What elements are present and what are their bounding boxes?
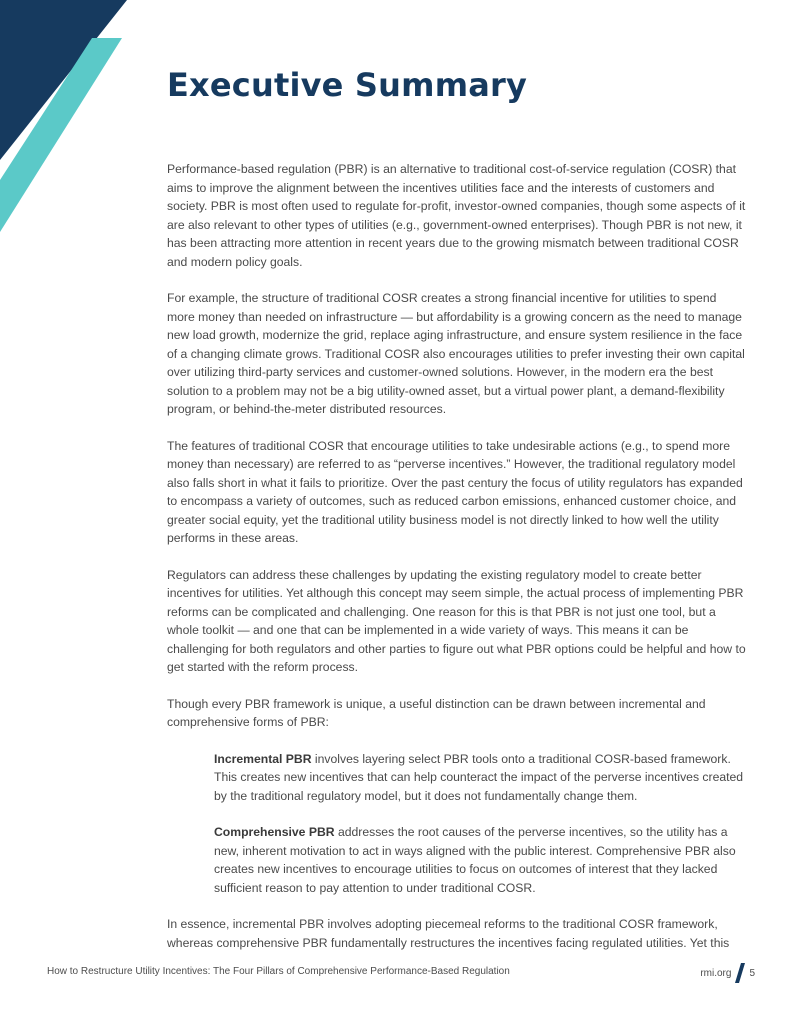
footer-page-info xyxy=(700,963,755,983)
main-body xyxy=(167,160,747,970)
paragraph-2: For example, the structure of traditional COSR creates a strong financial incentive for utilities to spend more money than needed on infrastructure — but affordability is a growing concern as the need to manage new load growth, modernize the grid, replace aging infrastructure, and ensure system resilience in the face of a changing climate grows. Traditional COSR also encourages utilities to prefer investing their own capital over utilizing third-party services and customer-owned solutions. However, in the modern era the best solution to a problem may not be a big utility-owned asset, but a virtual power plant, a demand-flexibility program, or behind-the-meter distributed resources. xyxy=(167,291,745,416)
page-title: Executive Summary xyxy=(167,66,528,104)
paragraph-5: Though every PBR framework is unique, a useful distinction can be drawn between incremental and comprehensive forms of PBR: xyxy=(167,696,706,729)
incremental-pbr-definition xyxy=(214,750,747,806)
paragraph-1: Performance-based regulation (PBR) is an alternative to traditional cost-of-service regulation (COSR) that aims to improve the alignment between the incentives utilities face and the interests of customers and society. PBR is most often used to regulate for-profit, investor-owned companies, though some aspects of it are also relevant to other types of utilities (e.g., government-owned enterprises). Though PBR is not new, it has been attracting more attention in recent years due to the growing mismatch between traditional COSR and modern policy goals. xyxy=(167,162,746,269)
navy-stripe xyxy=(0,0,127,160)
comprehensive-pbr-term: Comprehensive PBR xyxy=(214,825,335,839)
footer-document-title: How to Restructure Utility Incentives: The Four Pillars of Comprehensive Performance-Based Regulation xyxy=(47,966,510,977)
footer-site-link[interactable]: rmi.org xyxy=(700,967,732,979)
paragraph-6: In essence, incremental PBR involves adopting piecemeal reforms to the traditional COSR framework, whereas comprehensive PBR fundamentally restructures the incentives facing regulated utilities. Yet this xyxy=(167,917,730,950)
comprehensive-pbr-text: addresses the root causes of the perverse incentives, so the utility has a new, inherent motivation to act in ways aligned with the public interest. Comprehensive PBR also creates new incentives to encourage utilities to focus on outcomes of interest that they lacked sufficient reason to pay attention to under traditional COSR. xyxy=(214,825,736,895)
incremental-pbr-term: Incremental PBR xyxy=(214,751,312,766)
page-number: 5 xyxy=(749,967,755,979)
comprehensive-pbr-definition xyxy=(214,823,747,897)
paragraph-3: The features of traditional COSR that encourage utilities to take undesirable actions (e.g., to spend more money than necessary) are referred to as “perverse incentives.” However, the traditional regulatory model also falls short in what it fails to prioritize. Over the past century the focus of utility regulators has expanded to encompass a variety of outcomes, such as reduced carbon emissions, enhanced customer choice, and greater social equity, yet the traditional utility business model is not directly linked to how well the utility performs in these areas. xyxy=(167,438,743,545)
corner-decoration xyxy=(0,0,130,240)
slash-divider-icon xyxy=(734,963,746,983)
paragraph-4: Regulators can address these challenges by updating the existing regulatory model to create better incentives for utilities. Yet although this concept may seem simple, the actual process of implementing PBR reforms can be complicated and challenging. One reason for this is that PBR is not just one tool, but a whole toolkit — and one that can be implemented in a wide variety of ways. This means it can be challenging for both regulators and other parties to figure out what PBR options could be helpful and how to get started with the reform process. xyxy=(167,567,746,674)
incremental-pbr-text: involves layering select PBR tools onto a traditional COSR-based framework. This creates new incentives that can help counteract the impact of the perverse incentives created by the traditional regulatory model, but it does not fundamentally change them. xyxy=(214,751,744,803)
